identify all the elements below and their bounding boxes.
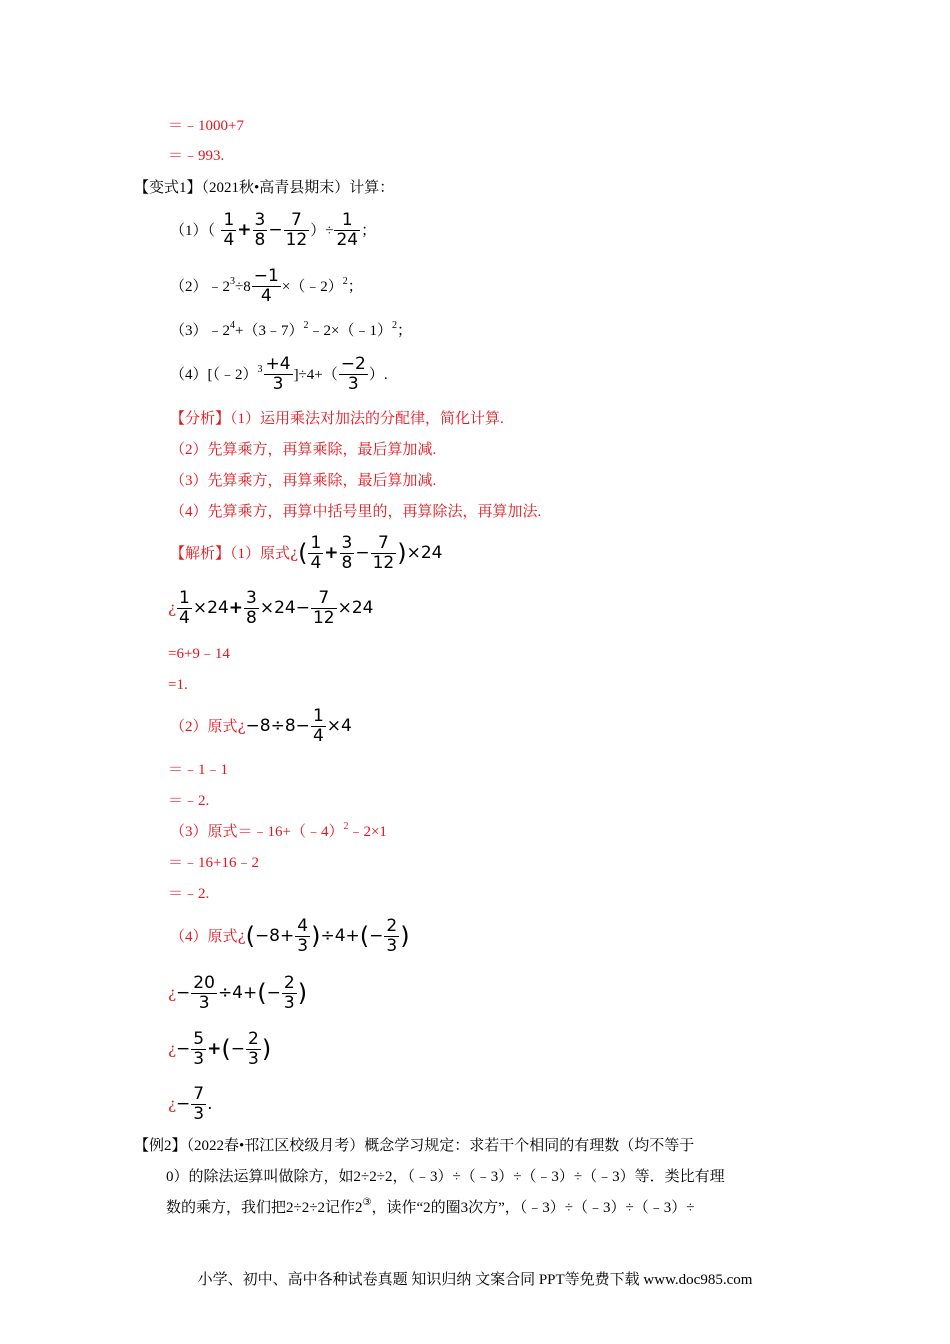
- variant1-label: 【变式1】: [134, 180, 202, 196]
- solution-label: 【解析】: [170, 546, 231, 562]
- s1b-d3: 12: [312, 607, 335, 628]
- s2-n: 1: [312, 705, 324, 726]
- analysis-line-1: [170, 409, 504, 429]
- intro-line-1: ＝﹣1000+7: [168, 118, 244, 134]
- example2-circle-3: ③: [362, 1197, 372, 1208]
- example2-label: 【例2】: [134, 1138, 187, 1154]
- s1b-t2: ×24−: [259, 598, 310, 618]
- s1-prefix: （1）原式: [230, 546, 291, 562]
- s4b-n: 20: [193, 972, 215, 993]
- s1-op2: −: [355, 543, 370, 563]
- q4-den: 3: [272, 373, 284, 394]
- example2-text-3b: ，读作“2的圈3次方”，（﹣3）÷（﹣3）÷（﹣3）÷: [371, 1200, 695, 1216]
- q3-exp2: 2: [303, 320, 309, 331]
- s3-tail: ﹣2×1: [348, 824, 387, 840]
- q3-exp: 4: [230, 320, 236, 331]
- question-3: [170, 321, 412, 343]
- s2-frac: [311, 707, 326, 746]
- s1b-frac-3: [311, 589, 337, 628]
- q1-prefix: （1）: [170, 223, 208, 239]
- s1b-n2: 3: [246, 587, 257, 608]
- s1-n1: 1: [310, 532, 322, 553]
- s4-mid: ÷4+: [320, 926, 360, 946]
- s2-pre: −8÷8−: [245, 716, 310, 736]
- q1-n3: 7: [284, 211, 310, 231]
- s1b-op1: +: [228, 598, 244, 618]
- s3-exp: 2: [343, 821, 349, 832]
- s4c-neg2: −: [230, 1039, 245, 1059]
- q4-frac-2: [339, 355, 368, 394]
- s4d-n: 7: [193, 1083, 205, 1104]
- q2-prefix: （2）﹣2: [170, 279, 231, 295]
- s4-frac-2: [384, 917, 399, 956]
- q1-open: （: [207, 223, 216, 239]
- variant1-heading: [134, 178, 394, 198]
- q1-end: ；: [361, 223, 377, 239]
- variant1-source: （2021秋•高青县期末）计算：: [201, 180, 395, 196]
- solution-1: 【解析】（1）原式¿( $\frac{1}{4}$ + $\frac{3}{8}$ − $\frac{7}{12}$ )×24: [170, 532, 443, 573]
- s4b-d: 3: [198, 992, 210, 1013]
- s4-prefix: （4）原式: [170, 929, 238, 945]
- q2-exp2: 2: [342, 276, 348, 287]
- s4-neg: −: [369, 926, 384, 946]
- question-4: [170, 352, 388, 399]
- q1-close: ）÷: [310, 223, 334, 239]
- s1b-n3: 7: [311, 589, 337, 609]
- s4b-mid: ÷4+: [217, 983, 258, 1003]
- q2-exp: 3: [230, 276, 236, 287]
- s3-pre: （3）原式＝﹣16+（﹣4）: [170, 824, 344, 840]
- q3-prefix: （3）﹣2: [170, 323, 231, 339]
- q4-num: +4: [265, 353, 291, 374]
- s4-pre: −8+: [254, 926, 295, 946]
- s4c-n2: 2: [248, 1028, 259, 1049]
- s1b-n1: 1: [179, 587, 190, 608]
- s4b-neg: −: [176, 983, 191, 1003]
- analysis-line-4: （4）先算乘方，再算中括号里的，再算除法，再算加法.: [170, 504, 542, 520]
- analysis-line-3: （3）先算乘方，再算乘除，最后算加减.: [170, 473, 437, 489]
- q1-frac-1: [221, 211, 236, 250]
- s2-d: 4: [312, 725, 324, 746]
- s4-n2: 2: [386, 915, 398, 936]
- s1b-d1: 4: [179, 607, 190, 628]
- q1-d3: 12: [285, 229, 308, 250]
- solution-3: [170, 822, 387, 844]
- s4d-frac: [191, 1085, 206, 1124]
- q3-mid: +（3﹣7）: [235, 323, 304, 339]
- s1-d1: 4: [310, 552, 322, 573]
- s4d-end: .: [207, 1094, 213, 1114]
- example2-text-1: （2022春•邗江区校级月考）概念学习规定：求若干个相同的有理数（均不等于: [186, 1138, 695, 1154]
- q1-n4: 1: [334, 211, 360, 231]
- s4b-neg2: −: [266, 983, 281, 1003]
- q1-n1: 1: [223, 209, 235, 230]
- analysis-text-1: （1）运用乘法对加法的分配律，简化计算.: [230, 411, 504, 427]
- q2-mid: ÷8: [235, 279, 251, 295]
- q2-end: ；: [347, 279, 363, 295]
- s1-op1: +: [324, 543, 339, 563]
- s4c-frac-1: [191, 1030, 206, 1069]
- s1b-t3: ×24: [337, 598, 374, 618]
- s1-frac-2: [340, 534, 355, 573]
- example2-line-2: 0）的除法运算叫做除方，如2÷2÷2，（﹣3）÷（﹣3）÷（﹣3）÷（﹣3）等．类比有理: [166, 1169, 725, 1185]
- s4d-inv: ¿: [168, 1095, 177, 1113]
- s1-n3: 7: [371, 534, 397, 554]
- s1b-frac-1: [177, 589, 192, 628]
- solution-1c: =6+9﹣14: [168, 646, 230, 662]
- q1-op1: +: [237, 220, 252, 240]
- q1-d2: 8: [254, 229, 266, 250]
- s4d-d: 3: [193, 1103, 205, 1124]
- example2-text-3a: 数的乘方，我们把2÷2÷2记作2: [166, 1200, 363, 1216]
- q1-n2: 3: [254, 209, 266, 230]
- s2-inv: ¿: [237, 717, 246, 735]
- intro-line-2: ＝﹣993.: [168, 148, 225, 164]
- example2-line-1: [134, 1136, 694, 1156]
- s4c-d: 3: [193, 1048, 205, 1069]
- s4c-n: 5: [193, 1028, 205, 1049]
- s1-n2: 3: [341, 532, 353, 553]
- analysis-label: 【分析】: [170, 411, 231, 427]
- question-2: [170, 264, 363, 311]
- s1b-t1: ×24: [192, 598, 229, 618]
- s4c-inv: ¿: [168, 1040, 177, 1058]
- q4-exp: 3: [257, 364, 263, 375]
- s1-d3: 12: [372, 552, 395, 573]
- s1-frac-1: [308, 534, 323, 573]
- q1-frac-3: [284, 211, 310, 250]
- solution-4c: ¿− $\frac{5}{3}$ +(− $\frac{2}{3}$ ): [168, 1028, 272, 1069]
- s4c-frac-2: [246, 1030, 261, 1069]
- solution-4d: [168, 1082, 213, 1127]
- q3-mid2: ﹣2×（﹣1）: [308, 323, 392, 339]
- s2-tail: ×4: [326, 716, 352, 736]
- s1-inv: ¿: [290, 544, 299, 562]
- example2-line-3: [166, 1198, 694, 1220]
- question-1: [170, 208, 376, 253]
- s1-d2: 8: [341, 552, 353, 573]
- s4b-d2: 3: [283, 992, 295, 1013]
- analysis-line-2: （2）先算乘方，再算乘除，最后算加减.: [170, 442, 437, 458]
- s4-n: 4: [297, 915, 309, 936]
- s4b-inv: ¿: [168, 984, 177, 1002]
- solution-1b: [168, 586, 374, 631]
- q1-d1: 4: [223, 229, 235, 250]
- q1-frac-2: [253, 211, 268, 250]
- q2-den: 4: [260, 285, 272, 306]
- q1-frac-4: [334, 211, 360, 250]
- s4-d2: 3: [386, 935, 398, 956]
- solution-2: [170, 704, 352, 749]
- s1-tail: ×24: [406, 543, 443, 563]
- s4c-mid: +: [207, 1039, 222, 1059]
- s4-inv: ¿: [237, 927, 246, 945]
- s4d-neg: −: [176, 1094, 191, 1114]
- s4b-frac-1: [191, 974, 217, 1013]
- s4c-neg: −: [176, 1039, 191, 1059]
- q2-frac: [252, 267, 281, 306]
- solution-2b: ＝﹣1﹣1: [168, 762, 229, 778]
- q4-prefix: （4）[（﹣2）: [170, 367, 258, 383]
- q3-end: ；: [396, 323, 412, 339]
- page-footer: 小学、初中、高中各种试卷真题 知识归纳 文案合同 PPT等免费下载 www.doc985.com: [197, 1272, 753, 1288]
- q4-mid: ]÷4+（: [293, 367, 338, 383]
- s4b-n2: 2: [283, 972, 295, 993]
- q1-op2: −: [268, 220, 283, 240]
- q4-end: ）.: [368, 367, 388, 383]
- q4-num2: −2: [340, 353, 366, 374]
- s4b-frac-2: [282, 974, 297, 1013]
- s2-prefix: （2）原式: [170, 719, 238, 735]
- s4-d: 3: [297, 935, 309, 956]
- q4-frac-1: [264, 355, 293, 394]
- q2-tail: ×（﹣2）: [281, 279, 343, 295]
- solution-2c: ＝﹣2.: [168, 793, 210, 809]
- q4-den2: 3: [347, 373, 359, 394]
- q1-d4: 24: [336, 229, 359, 250]
- solution-4b: ¿− $\frac{20}{3}$ ÷4+(− $\frac{2}{3}$ ): [168, 972, 308, 1013]
- s4-frac-1: [295, 917, 310, 956]
- q2-num: −1: [253, 265, 279, 286]
- s1-frac-3: [371, 534, 397, 573]
- solution-4: （4）原式¿(−8+ $\frac{4}{3}$ )÷4+(− $\frac{2}{3}$ ): [170, 915, 410, 956]
- s4c-d2: 3: [248, 1048, 259, 1069]
- q3-exp3: 2: [391, 320, 397, 331]
- solution-3c: ＝﹣2.: [168, 886, 210, 902]
- solution-3b: ＝﹣16+16﹣2: [168, 855, 259, 871]
- s1b-inv: ¿: [168, 599, 177, 617]
- s1b-d2: 8: [246, 607, 257, 628]
- s1b-frac-2: [244, 589, 259, 628]
- solution-1d: =1.: [168, 677, 188, 693]
